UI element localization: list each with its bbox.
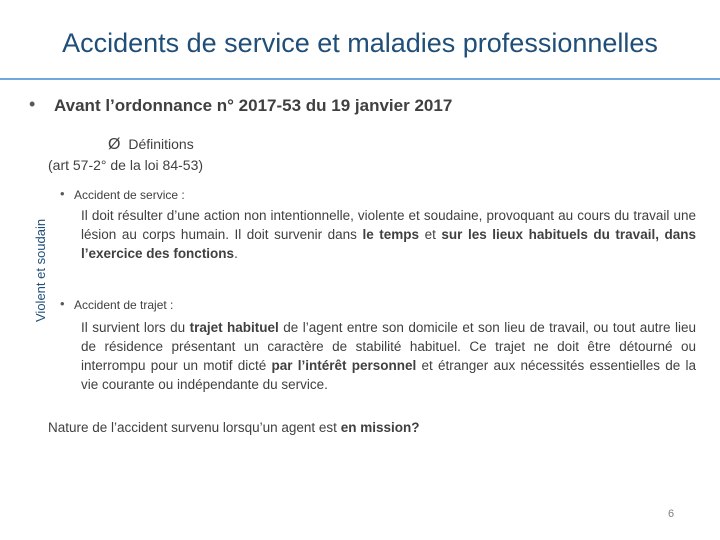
trajet-label: Accident de trajet : — [74, 298, 174, 312]
article-reference: (art 57-2° de la loi 84-53) — [48, 157, 204, 173]
trajet-text-3: et étranger aux nécessités essentielles de la vie courante ou indépendante du service. — [81, 358, 696, 392]
arrow-bullet-icon: Ø — [108, 136, 121, 153]
trajet-paragraph — [81, 318, 696, 394]
service-text-1: Il doit résulter d’une action non intentionnelle, violente et soudaine, provoquant au cours du travail une lésion au corps humain. Il doit survenir dans — [81, 208, 696, 242]
page-number: 6 — [668, 508, 675, 520]
service-text-2: et — [419, 227, 442, 242]
question-bold: en mission? — [340, 420, 420, 435]
mission-question — [48, 420, 419, 435]
heading-bullet: • — [29, 94, 36, 114]
title-divider — [0, 78, 720, 80]
trajet-text-1: Il survient lors du — [81, 320, 190, 335]
service-label: Accident de service : — [74, 188, 185, 202]
service-paragraph — [81, 206, 696, 263]
section-heading: Avant l’ordonnance n° 2017-53 du 19 janvier 2017 — [54, 96, 453, 115]
question-text: Nature de l’accident survenu lorsqu’un agent est — [48, 420, 341, 435]
service-bullet: • — [60, 186, 65, 201]
slide-title: Accidents de service et maladies professionnelles — [62, 28, 658, 58]
service-text-3: . — [234, 246, 238, 261]
trajet-text-2: de l’agent entre son domicile et son lieu de travail, ou tout autre lieu de résidence présentant un caractère de stabilité habituel. Ce trajet ne doit être détourné ou interrompu pour un motif dicté — [81, 320, 697, 373]
trajet-bold-2: par l’intérêt personnel — [271, 358, 417, 373]
trajet-bullet: • — [60, 296, 65, 311]
service-bold-2: sur les lieux habituels du travail, dans l’exercice des fonctions — [81, 227, 697, 261]
definitions-label: Définitions — [128, 136, 194, 152]
service-bold-1: le temps — [362, 227, 420, 242]
definitions-row — [108, 136, 194, 154]
trajet-bold-1: trajet habituel — [189, 320, 279, 335]
vertical-side-label: Violent et soudain — [33, 218, 48, 322]
